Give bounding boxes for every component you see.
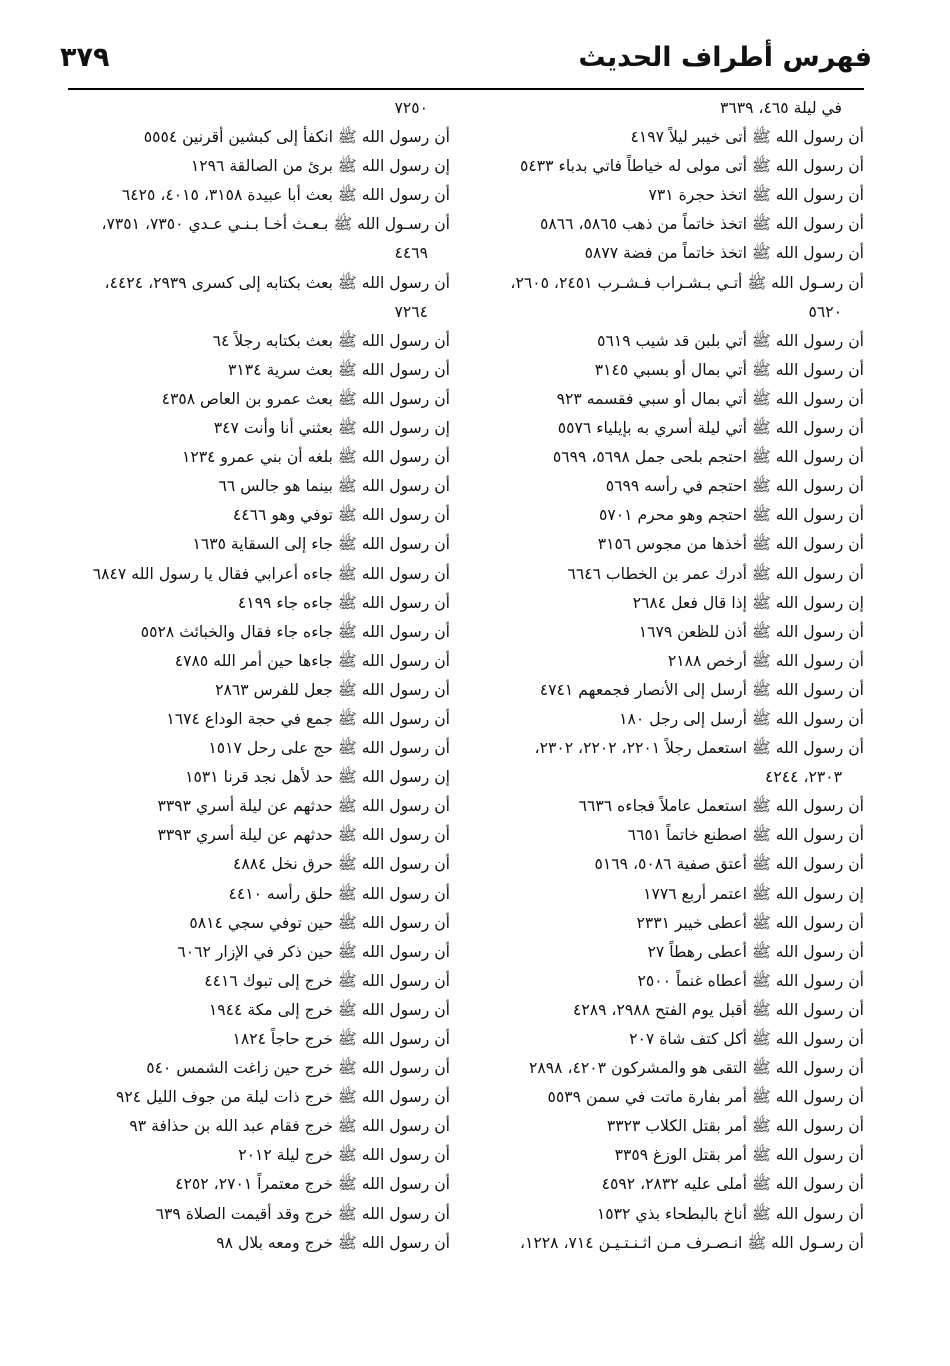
index-entry: أن رسول الله ﷺ اصطنع خاتماً ٦٦٥١ [627,826,864,845]
page-title: فهرس أطراف الحديث [578,42,872,73]
index-entry: أن رسول الله ﷺ جاءه جاء فقال والخبائث ٥٥٢٨ [140,622,450,641]
index-entry: أن رسول الله ﷺ خرج حاجاً ١٨٢٤ [232,1030,450,1048]
index-entry-continuation: ٤٤٦٩ [394,244,428,263]
index-entry: أن رسول الله ﷺ أذن للظعن ١٦٧٩ [638,622,864,641]
index-entry: أن رسول الله ﷺ بعث سرية ٣١٣٤ [227,360,450,379]
index-entry: أن رسول الله ﷺ استعمل عاملاً فجاءه ٦٦٣٦ [578,797,864,816]
index-entry: أن رسول الله ﷺ حرق نخل ٤٨٨٤ [232,855,450,874]
index-entry: أن رسول الله ﷺ حدثهم عن ليلة أسري ٣٣٩٣ [157,797,450,816]
index-entry: أن رسول الله ﷺ حين ذكر في الإزار ٦٠٦٢ [177,942,450,961]
index-entry: أن رسول الله ﷺ أرسل إلى رجل ١٨٠ [619,709,864,728]
index-entry: أن رسـول الله ﷺ بـعـث أخـا بـنـي عـدي ٧٣٥٠، ٧٣٥١، [101,215,450,234]
index-entry: أن رسول الله ﷺ أمر بقتل الوزغ ٣٣٥٩ [614,1146,864,1165]
index-entry: أن رسول الله ﷺ أقبل يوم الفتح ٢٩٨٨، ٤٢٨٩ [572,1000,864,1019]
index-entry-continuation: في ليلة ٤٦٥، ٣٦٣٩ [719,99,842,117]
index-column-left [62,94,450,1258]
index-entry: أن رسول الله ﷺ بينما هو جالس ٦٦ [218,477,450,496]
index-entry: أن رسول الله ﷺ توفي وهو ٤٤٦٦ [232,506,450,525]
index-entry: إن رسول الله ﷺ إذا قال فعل ٢٦٨٤ [632,593,864,612]
index-entry: أن رسول الله ﷺ جاءه أعرابي فقال يا رسول الله ٦٨٤٧ [92,564,450,583]
index-entry: أن رسول الله ﷺ حج على رحل ١٥١٧ [208,739,450,758]
index-entry: أن رسول الله ﷺ حدثهم عن ليلة أسري ٣٣٩٣ [157,826,450,845]
index-entry: إن رسول الله ﷺ برئ من الصالقة ١٢٩٦ [190,157,450,176]
index-entry: أن رسول الله ﷺ أتي بمال أو بسبي ٣١٤٥ [594,360,864,379]
index-entry: أن رسول الله ﷺ خرج معتمراً ٢٧٠١، ٤٢٥٢ [175,1175,450,1194]
index-entry: أن رسول الله ﷺ خرج إلى تبوك ٤٤١٦ [204,971,450,990]
index-entry: أن رسـول الله ﷺ أتـي بـشـراب فـشـرب ٢٤٥١، ٢٦٠٥، [510,273,864,292]
index-entry: أن رسول الله ﷺ بعث عمرو بن العاص ٤٣٥٨ [161,389,450,408]
index-entry: أن رسول الله ﷺ التقى هو والمشركون ٤٢٠٣، ٢٨٩٨ [529,1059,864,1078]
index-entry: أن رسول الله ﷺ جاءه جاء ٤١٩٩ [237,593,450,612]
index-entry: أن رسول الله ﷺ اتخذ خاتماً من فضة ٥٨٧٧ [584,244,864,263]
index-entry: أن رسول الله ﷺ جاءها حين أمر الله ٤٧٨٥ [174,651,450,670]
index-entry: أن رسول الله ﷺ أتى خيبر ليلاً ٤١٩٧ [630,128,864,147]
page-number: ٣٧٩ [60,42,110,73]
index-entry: أن رسول الله ﷺ أعطى خيبر ٢٣٣١ [636,913,864,932]
index-entry-continuation: ٧٢٦٤ [394,302,428,321]
index-entry: أن رسول الله ﷺ خرج إلى مكة ١٩٤٤ [208,1000,450,1019]
index-entry: أن رسول الله ﷺ حلق رأسه ٤٤١٠ [228,884,450,903]
index-entry: أن رسول الله ﷺ انكفأ إلى كبشين أقرنين ٥٥٥٤ [143,128,450,147]
index-entry: أن رسول الله ﷺ أكل كتف شاة ٢٠٧ [629,1030,864,1048]
index-entry: أن رسول الله ﷺ أرخص ٢١٨٨ [667,651,864,670]
index-entry-continuation: ٢٣٠٣، ٤٢٤٤ [764,768,842,787]
page-header [60,38,872,84]
index-entry: أن رسول الله ﷺ أرسل إلى الأنصار فجمعهم ٤٧٤١ [539,680,864,699]
index-entry: أن رسول الله ﷺ خرج ذات ليلة من جوف الليل ٩٢٤ [115,1088,450,1107]
index-entry: إن رسول الله ﷺ اعتمر أربع ١٧٧٦ [643,884,864,903]
index-entry: أن رسول الله ﷺ أخذها من مجوس ٣١٥٦ [597,535,864,554]
index-entry: أن رسول الله ﷺ بلغه أن بني عمرو ١٢٣٤ [181,448,450,467]
index-entry: أن رسول الله ﷺ أتي بلبن قد شيب ٥٦١٩ [597,331,864,350]
index-entry: أن رسول الله ﷺ خرج حين زاغت الشمس ٥٤٠ [146,1059,450,1078]
index-entry: أن رسول الله ﷺ أمر بقتل الكلاب ٣٣٢٣ [606,1117,864,1136]
index-entry: أن رسول الله ﷺ خرج ليلة ٢٠١٢ [238,1146,450,1165]
index-entry: إن رسول الله ﷺ حد لأهل نجد قرنا ١٥٣١ [185,768,450,787]
index-entry: أن رسول الله ﷺ أتي بمال أو سبي فقسمه ٩٢٣ [556,389,864,408]
index-entry: أن رسول الله ﷺ أعتق صفية ٥٠٨٦، ٥١٦٩ [594,855,864,874]
index-entry: إن رسول الله ﷺ بعثني أنا وأنت ٣٤٧ [213,419,450,438]
index-entry: أن رسول الله ﷺ جعل للفرس ٢٨٦٣ [215,680,450,699]
index-entry: أن رسول الله ﷺ احتجم بلحى جمل ٥٦٩٨، ٥٦٩٩ [552,448,864,467]
index-entry: أن رسول الله ﷺ جاء إلى السقاية ١٦٣٥ [192,535,450,554]
index-entry: أن رسول الله ﷺ بعث بكتابه رجلاً ٦٤ [212,331,450,350]
index-entry: أن رسول الله ﷺ أعطى رهطاً ٢٧ [647,942,864,961]
index-column-right [464,94,864,1258]
index-entry: أن رسول الله ﷺ أتي ليلة أسري به بإيلياء ٥٥٧٦ [557,419,864,438]
index-entry: أن رسول الله ﷺ خرج ومعه بلال ٩٨ [216,1233,450,1252]
index-entry: أن رسول الله ﷺ حين توفي سجي ٥٨١٤ [189,913,450,932]
index-entry: أن رسول الله ﷺ أتى مولى له خياطاً فاتي بدباء ٥٤٣٣ [520,157,864,176]
index-entry: أن رسول الله ﷺ أعطاه غنماً ٢٥٠٠ [637,971,864,990]
index-entry: أن رسول الله ﷺ استعمل رجلاً ٢٢٠١، ٢٢٠٢، ٢٣٠٢، [534,739,864,758]
index-entry: أن رسول الله ﷺ اتخذ خاتماً من ذهب ٥٨٦٥، ٥٨٦٦ [539,215,864,234]
index-entry-continuation: ٥٦٢٠ [808,302,842,321]
index-entry: أن رسول الله ﷺ اتخذ حجرة ٧٣١ [648,186,864,205]
index-entry: أن رسول الله ﷺ أناخ بالبطحاء بذي ١٥٣٢ [596,1204,864,1223]
index-entry: أن رسول الله ﷺ بعث بكتابه إلى كسرى ٢٩٣٩، ٤٤٢٤، [104,273,450,292]
index-entry: أن رسول الله ﷺ خرج فقام عبد الله بن حذافة ٩٣ [129,1117,450,1136]
index-entry: أن رسول الله ﷺ أمر بفارة ماتت في سمن ٥٥٣٩ [547,1088,864,1107]
index-entry: أن رسول الله ﷺ أدرك عمر بن الخطاب ٦٦٤٦ [567,564,864,583]
index-entry: أن رسـول الله ﷺ انـصـرف مـن اثـنـتـيـن ٧١٤، ١٢٢٨، [519,1233,864,1252]
index-entry: أن رسول الله ﷺ بعث أبا عبيدة ٣١٥٨، ٤٠١٥، ٦٤٢٥ [121,186,450,205]
index-entry: أن رسول الله ﷺ جمع في حجة الوداع ١٦٧٤ [166,709,450,728]
index-entry: أن رسول الله ﷺ أملى عليه ٢٨٣٢، ٤٥٩٢ [601,1175,864,1194]
header-divider [68,88,864,90]
index-entry-continuation: ٧٢٥٠ [394,99,428,117]
index-entry: أن رسول الله ﷺ احتجم في رأسه ٥٦٩٩ [605,477,864,496]
index-entry: أن رسول الله ﷺ احتجم وهو محرم ٥٧٠١ [598,506,864,525]
index-entry: أن رسول الله ﷺ خرج وقد أقيمت الصلاة ٦٣٩ [155,1204,450,1223]
